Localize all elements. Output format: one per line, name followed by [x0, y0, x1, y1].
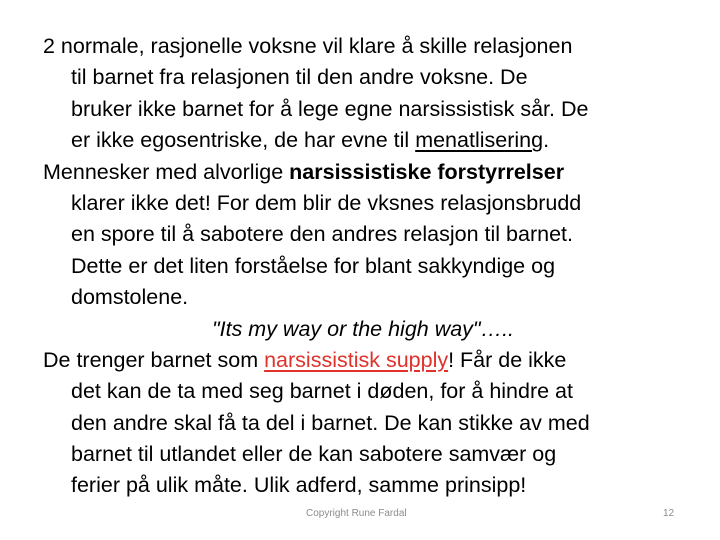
footer-copyright: Copyright Rune Fardal [306, 508, 407, 519]
text-line-12: det kan de ta med seg barnet i døden, for å hindre at [71, 379, 573, 404]
text-line-3: bruker ikke barnet for å lege egne narsissistisk sår. De [71, 96, 589, 121]
text-line-5 [43, 157, 683, 188]
quote-line: "Its my way or the high way"….. [211, 316, 515, 341]
text-line-4-pre: er ikke egosentriske, de har evne til [71, 128, 416, 153]
text-line-5-pre: Mennesker med alvorlige [43, 159, 290, 184]
page-number: 12 [663, 508, 675, 519]
text-line-13: den andre skal få ta del i barnet. De kan stikke av med [71, 410, 590, 435]
text-line-7: en spore til å sabotere den andres relasjon til barnet. [71, 222, 573, 247]
text-line-4-post: . [543, 128, 550, 153]
narcissistic-disorders-emphasis: narsissistiske forstyrrelser [289, 159, 565, 184]
text-line-15: ferier på ulik måte. Ulik adferd, samme prinsipp! [71, 473, 527, 498]
text-line-11-pre: De trenger barnet som [43, 347, 265, 372]
text-line-11-post: ! Får de ikke [448, 347, 567, 372]
mentalization-link[interactable]: menatlisering [415, 128, 544, 153]
text-line-4 [43, 125, 683, 156]
text-line-6: klarer ikke det! For dem blir de vksnes relasjonsbrudd [71, 190, 582, 215]
text-line-14: barnet til utlandet eller de kan sabotere samvær og [71, 442, 557, 467]
slide-body [43, 31, 683, 502]
text-line-2: til barnet fra relasjonen til den andre voksne. De [71, 65, 528, 90]
text-line-1: 2 normale, rasjonelle voksne vil klare å skille relasjonen [43, 34, 573, 58]
text-line-9: domstolene. [71, 285, 189, 310]
narcissistic-supply-link[interactable]: narsissistisk supply [264, 347, 449, 372]
text-line-8: Dette er det liten forståelse for blant sakkyndige og [71, 253, 556, 278]
text-line-11 [43, 345, 683, 376]
